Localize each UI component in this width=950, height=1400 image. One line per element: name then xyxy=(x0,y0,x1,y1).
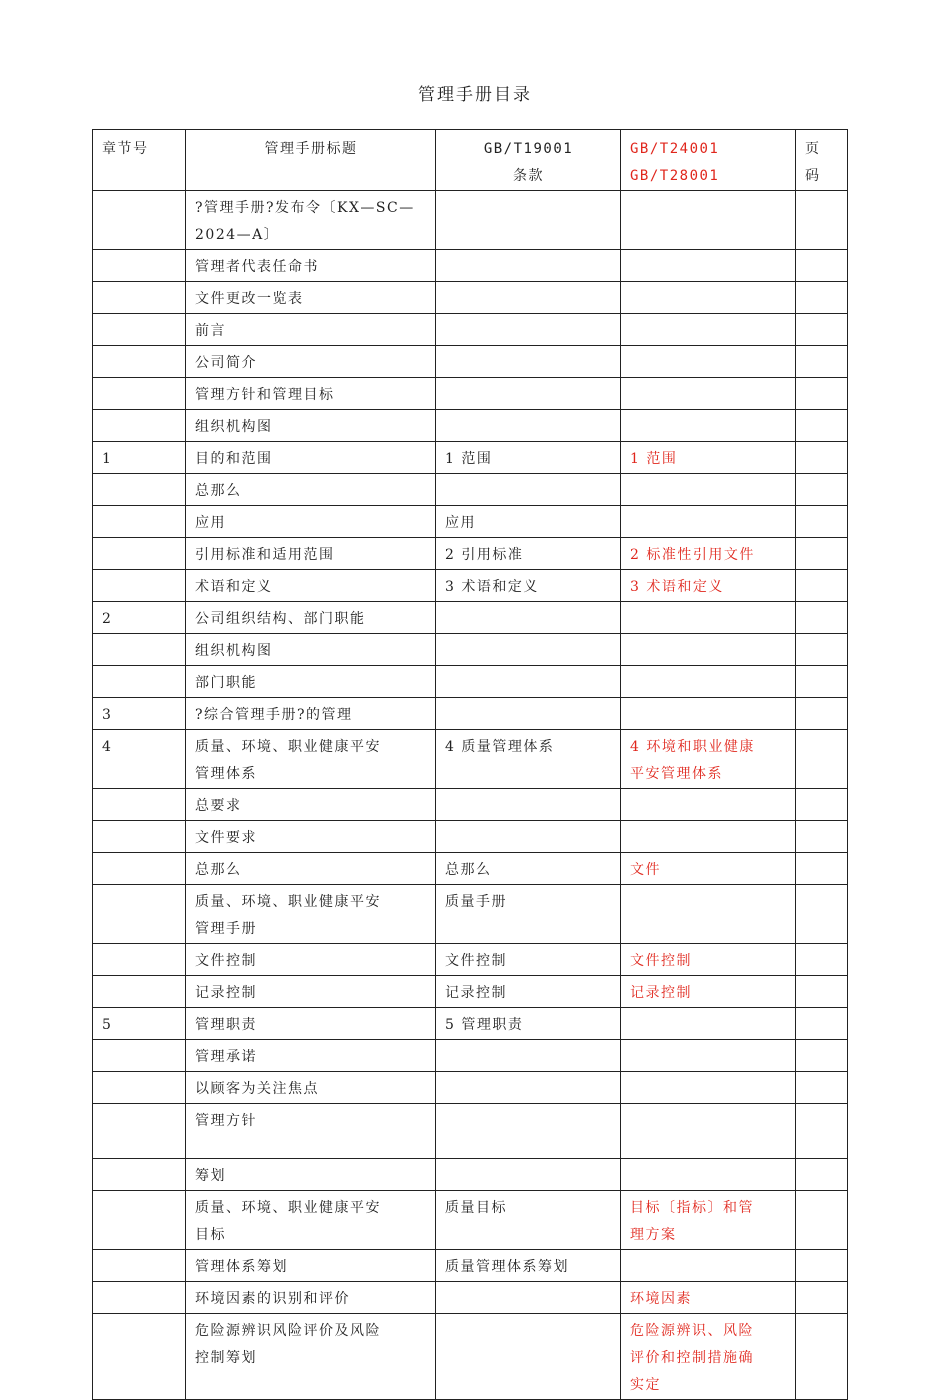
cell-gb19001: 1 范围 xyxy=(436,442,621,474)
cell-title: ?管理手册?发布令〔KX—SC— 2024—A〕 xyxy=(186,191,436,250)
table-row xyxy=(93,1072,848,1104)
page-title: 管理手册目录 xyxy=(418,85,532,105)
cell-gb19001: 质量目标 xyxy=(436,1191,621,1250)
cell-gb19001: 5 管理职责 xyxy=(436,1008,621,1040)
cell-gb24001 xyxy=(621,1250,796,1282)
cell-page xyxy=(796,634,848,666)
cell-title: 质量、环境、职业健康平安 管理手册 xyxy=(186,885,436,944)
header-page: 页 码 xyxy=(796,130,848,191)
table-row xyxy=(93,821,848,853)
cell-gb24001 xyxy=(621,634,796,666)
cell-title: 公司组织结构、部门职能 xyxy=(186,602,436,634)
cell-page xyxy=(796,1040,848,1072)
cell-gb24001 xyxy=(621,250,796,282)
cell-chapter: 1 xyxy=(93,442,186,474)
cell-chapter xyxy=(93,410,186,442)
cell-chapter xyxy=(93,885,186,944)
cell-page xyxy=(796,853,848,885)
cell-page xyxy=(796,885,848,944)
cell-gb19001 xyxy=(436,346,621,378)
cell-chapter xyxy=(93,282,186,314)
cell-gb19001 xyxy=(436,1314,621,1400)
cell-page xyxy=(796,730,848,789)
cell-title: 总那么 xyxy=(186,853,436,885)
cell-page xyxy=(796,410,848,442)
cell-chapter xyxy=(93,346,186,378)
cell-title: 管理体系筹划 xyxy=(186,1250,436,1282)
cell-gb19001: 质量手册 xyxy=(436,885,621,944)
cell-gb19001: 4 质量管理体系 xyxy=(436,730,621,789)
cell-gb19001 xyxy=(436,1159,621,1191)
table-row xyxy=(93,1104,848,1159)
cell-page xyxy=(796,474,848,506)
cell-title: 环境因素的识别和评价 xyxy=(186,1282,436,1314)
cell-gb19001: 2 引用标准 xyxy=(436,538,621,570)
cell-chapter xyxy=(93,250,186,282)
cell-title: 目的和范围 xyxy=(186,442,436,474)
table-row xyxy=(93,442,848,474)
table-row xyxy=(93,634,848,666)
cell-gb24001 xyxy=(621,789,796,821)
header-gb19001: GB/T19001 条款 xyxy=(436,130,621,191)
cell-chapter xyxy=(93,1314,186,1400)
cell-page xyxy=(796,442,848,474)
cell-chapter xyxy=(93,821,186,853)
cell-chapter xyxy=(93,1040,186,1072)
table-row xyxy=(93,1040,848,1072)
cell-gb24001 xyxy=(621,474,796,506)
cell-page xyxy=(796,506,848,538)
cell-page xyxy=(796,1104,848,1159)
table-row xyxy=(93,698,848,730)
table-row xyxy=(93,885,848,944)
cell-title: 以顾客为关注焦点 xyxy=(186,1072,436,1104)
cell-gb24001: 文件 xyxy=(621,853,796,885)
cell-gb19001 xyxy=(436,1282,621,1314)
cell-title: 管理承诺 xyxy=(186,1040,436,1072)
cell-title: 公司简介 xyxy=(186,346,436,378)
cell-gb24001: 危险源辨识、风险 评价和控制措施确 实定 xyxy=(621,1314,796,1400)
cell-gb19001 xyxy=(436,821,621,853)
cell-title: ?综合管理手册?的管理 xyxy=(186,698,436,730)
cell-gb19001: 3 术语和定义 xyxy=(436,570,621,602)
cell-title: 组织机构图 xyxy=(186,634,436,666)
cell-gb19001 xyxy=(436,314,621,346)
cell-title: 应用 xyxy=(186,506,436,538)
table-row xyxy=(93,250,848,282)
cell-page xyxy=(796,789,848,821)
cell-gb24001 xyxy=(621,506,796,538)
cell-gb19001 xyxy=(436,378,621,410)
cell-title: 引用标准和适用范围 xyxy=(186,538,436,570)
cell-gb24001 xyxy=(621,410,796,442)
cell-gb24001: 记录控制 xyxy=(621,976,796,1008)
cell-chapter xyxy=(93,378,186,410)
cell-chapter xyxy=(93,634,186,666)
cell-gb19001 xyxy=(436,250,621,282)
cell-title: 总要求 xyxy=(186,789,436,821)
cell-gb24001: 3 术语和定义 xyxy=(621,570,796,602)
cell-page xyxy=(796,821,848,853)
cell-gb19001 xyxy=(436,789,621,821)
cell-chapter xyxy=(93,474,186,506)
table-row xyxy=(93,191,848,250)
cell-gb24001 xyxy=(621,378,796,410)
cell-gb24001 xyxy=(621,1104,796,1159)
cell-chapter xyxy=(93,1072,186,1104)
cell-chapter xyxy=(93,666,186,698)
cell-title: 文件更改一览表 xyxy=(186,282,436,314)
cell-title: 管理方针 xyxy=(186,1104,436,1159)
cell-chapter xyxy=(93,538,186,570)
cell-gb24001 xyxy=(621,698,796,730)
cell-page xyxy=(796,250,848,282)
table-row xyxy=(93,410,848,442)
cell-gb24001 xyxy=(621,1040,796,1072)
cell-gb19001 xyxy=(436,191,621,250)
header-gb24001: GB/T24001 GB/T28001 xyxy=(621,130,796,191)
table-row xyxy=(93,570,848,602)
cell-chapter xyxy=(93,789,186,821)
toc-table xyxy=(92,129,848,1400)
cell-gb24001 xyxy=(621,191,796,250)
table-row xyxy=(93,944,848,976)
table-row xyxy=(93,314,848,346)
cell-title: 术语和定义 xyxy=(186,570,436,602)
cell-title: 质量、环境、职业健康平安 管理体系 xyxy=(186,730,436,789)
cell-gb19001: 质量管理体系筹划 xyxy=(436,1250,621,1282)
cell-chapter: 2 xyxy=(93,602,186,634)
cell-title: 总那么 xyxy=(186,474,436,506)
cell-gb24001 xyxy=(621,602,796,634)
cell-chapter xyxy=(93,976,186,1008)
cell-page xyxy=(796,538,848,570)
cell-gb19001 xyxy=(436,698,621,730)
cell-gb24001: 2 标准性引用文件 xyxy=(621,538,796,570)
cell-gb24001: 文件控制 xyxy=(621,944,796,976)
table-header-row xyxy=(93,130,848,191)
cell-gb24001: 1 范围 xyxy=(621,442,796,474)
cell-gb19001: 文件控制 xyxy=(436,944,621,976)
cell-gb24001 xyxy=(621,1008,796,1040)
cell-chapter xyxy=(93,570,186,602)
cell-title: 文件要求 xyxy=(186,821,436,853)
cell-title: 前言 xyxy=(186,314,436,346)
table-row xyxy=(93,1159,848,1191)
cell-page xyxy=(796,378,848,410)
cell-page xyxy=(796,1159,848,1191)
cell-page xyxy=(796,1250,848,1282)
table-row xyxy=(93,378,848,410)
table-row xyxy=(93,1282,848,1314)
cell-page xyxy=(796,314,848,346)
cell-chapter xyxy=(93,1250,186,1282)
table-row xyxy=(93,282,848,314)
cell-page xyxy=(796,1191,848,1250)
cell-gb24001 xyxy=(621,346,796,378)
cell-page xyxy=(796,976,848,1008)
cell-gb19001 xyxy=(436,602,621,634)
header-chapter: 章节号 xyxy=(93,130,186,191)
cell-gb19001 xyxy=(436,634,621,666)
cell-page xyxy=(796,1072,848,1104)
cell-title: 质量、环境、职业健康平安 目标 xyxy=(186,1191,436,1250)
cell-chapter xyxy=(93,1191,186,1250)
cell-chapter xyxy=(93,506,186,538)
cell-gb19001 xyxy=(436,410,621,442)
table-row xyxy=(93,602,848,634)
cell-chapter xyxy=(93,853,186,885)
cell-gb24001 xyxy=(621,1159,796,1191)
table-row xyxy=(93,666,848,698)
cell-chapter xyxy=(93,1104,186,1159)
cell-page xyxy=(796,602,848,634)
cell-page xyxy=(796,346,848,378)
table-row xyxy=(93,346,848,378)
cell-page xyxy=(796,282,848,314)
table-row xyxy=(93,538,848,570)
header-title: 管理手册标题 xyxy=(186,130,436,191)
cell-page xyxy=(796,1008,848,1040)
cell-chapter: 3 xyxy=(93,698,186,730)
cell-gb24001 xyxy=(621,1072,796,1104)
cell-title: 危险源辨识风险评价及风险 控制筹划 xyxy=(186,1314,436,1400)
table-row xyxy=(93,976,848,1008)
cell-gb24001: 4 环境和职业健康 平安管理体系 xyxy=(621,730,796,789)
table-row xyxy=(93,1314,848,1400)
cell-gb19001 xyxy=(436,1104,621,1159)
cell-page xyxy=(796,666,848,698)
cell-chapter xyxy=(93,1159,186,1191)
cell-chapter: 5 xyxy=(93,1008,186,1040)
cell-chapter xyxy=(93,944,186,976)
cell-gb24001 xyxy=(621,666,796,698)
cell-gb24001 xyxy=(621,885,796,944)
cell-page xyxy=(796,1314,848,1400)
cell-gb24001 xyxy=(621,821,796,853)
cell-page xyxy=(796,191,848,250)
table-row xyxy=(93,474,848,506)
cell-gb24001 xyxy=(621,314,796,346)
cell-chapter xyxy=(93,191,186,250)
cell-gb19001 xyxy=(436,474,621,506)
table-row xyxy=(93,853,848,885)
cell-page xyxy=(796,570,848,602)
cell-gb19001 xyxy=(436,282,621,314)
table-row xyxy=(93,1008,848,1040)
table-row xyxy=(93,730,848,789)
cell-title: 管理方针和管理目标 xyxy=(186,378,436,410)
cell-title: 部门职能 xyxy=(186,666,436,698)
cell-chapter: 4 xyxy=(93,730,186,789)
table-row xyxy=(93,506,848,538)
cell-page xyxy=(796,1282,848,1314)
cell-gb24001: 目标〔指标〕和管 理方案 xyxy=(621,1191,796,1250)
table-row xyxy=(93,789,848,821)
cell-gb24001 xyxy=(621,282,796,314)
cell-gb19001: 记录控制 xyxy=(436,976,621,1008)
cell-title: 筹划 xyxy=(186,1159,436,1191)
cell-gb19001 xyxy=(436,1040,621,1072)
cell-chapter xyxy=(93,1282,186,1314)
cell-title: 管理者代表任命书 xyxy=(186,250,436,282)
cell-page xyxy=(796,698,848,730)
cell-title: 记录控制 xyxy=(186,976,436,1008)
cell-chapter xyxy=(93,314,186,346)
cell-title: 组织机构图 xyxy=(186,410,436,442)
cell-gb24001: 环境因素 xyxy=(621,1282,796,1314)
cell-gb19001 xyxy=(436,666,621,698)
cell-gb19001: 应用 xyxy=(436,506,621,538)
table-row xyxy=(93,1250,848,1282)
cell-gb19001: 总那么 xyxy=(436,853,621,885)
cell-page xyxy=(796,944,848,976)
table-row xyxy=(93,1191,848,1250)
cell-title: 管理职责 xyxy=(186,1008,436,1040)
cell-title: 文件控制 xyxy=(186,944,436,976)
cell-gb19001 xyxy=(436,1072,621,1104)
